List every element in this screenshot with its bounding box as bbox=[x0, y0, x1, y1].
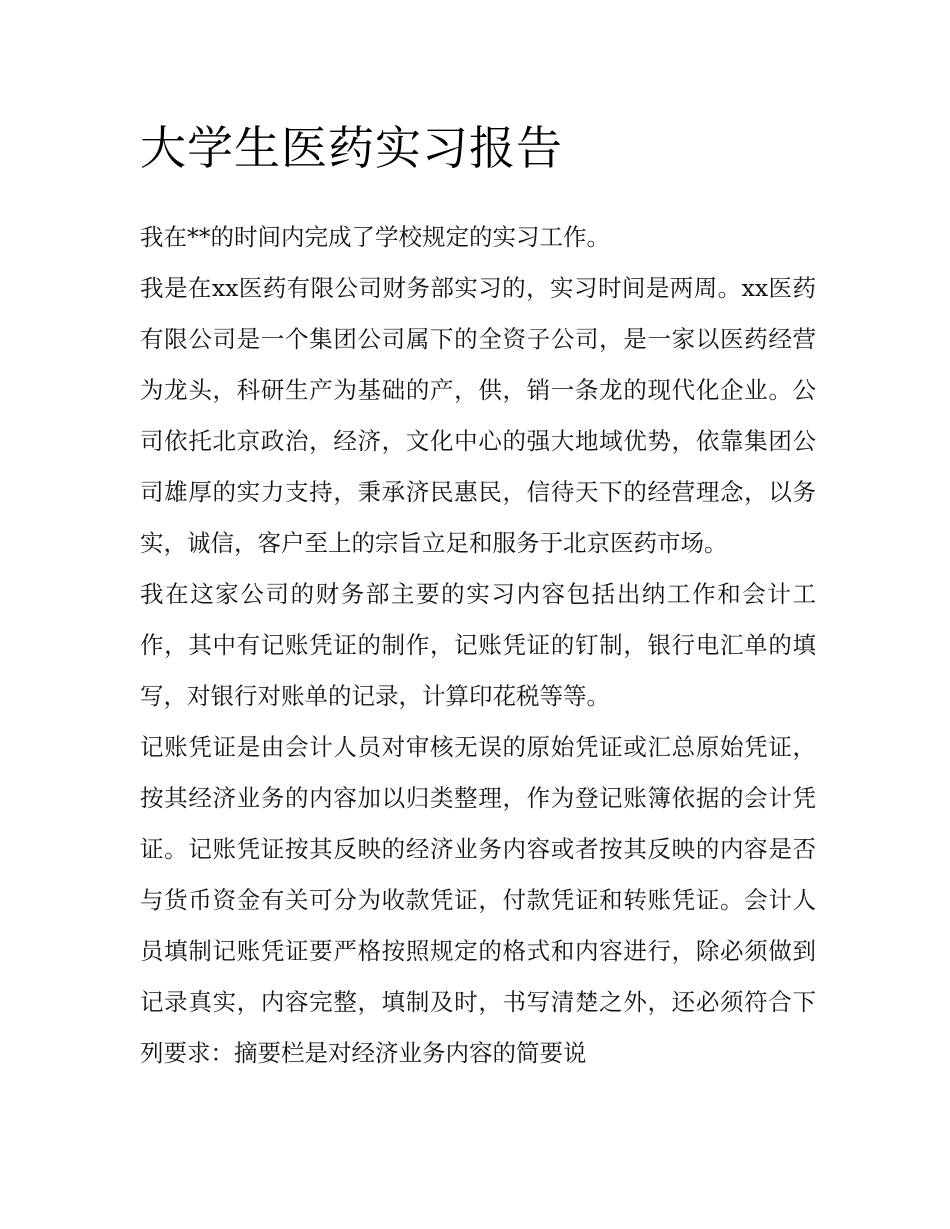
paragraph: 我在**的时间内完成了学校规定的实习工作。 bbox=[140, 223, 610, 251]
document-title: 大学生医药实习报告 bbox=[140, 121, 563, 175]
paragraph: 我在这家公司的财务部主要的实习内容包括出纳工作和会计工作，其中有记账凭证的制作，记账凭证的钉制，银行电汇单的填写，对银行对账单的记录，计算印花税等等。 bbox=[140, 580, 816, 710]
paragraph: 我是在xx医药有限公司财务部实习的，实习时间是两周。xx医药有限公司是一个集团公司属下的全资子公司，是一家以医药经营为龙头，科研生产为基础的产，供，销一条龙的现代化企业。公司依托北京政治，经济，文化中心的强大地域优势，依靠集团公司雄厚的实力支持，秉承济民惠民，信待天下的经营理念，以务实，诚信，客户至上的宗旨立足和服务于北京医药市场。 bbox=[140, 274, 816, 557]
paragraph: 记账凭证是由会计人员对审核无误的原始凭证或汇总原始凭证，按其经济业务的内容加以归类整理，作为登记账簿依据的会计凭证。记账凭证按其反映的经济业务内容或者按其反映的内容是否与货币资金有关可分为收款凭证，付款凭证和转账凭证。会计人员填制记账凭证要严格按照规定的格式和内容进行，除必须做到记录真实，内容完整，填制及时，书写清楚之外，还必须符合下列要求：摘要栏是对经济业务内容的简要说 bbox=[140, 733, 816, 1067]
document-body bbox=[140, 112, 816, 1079]
